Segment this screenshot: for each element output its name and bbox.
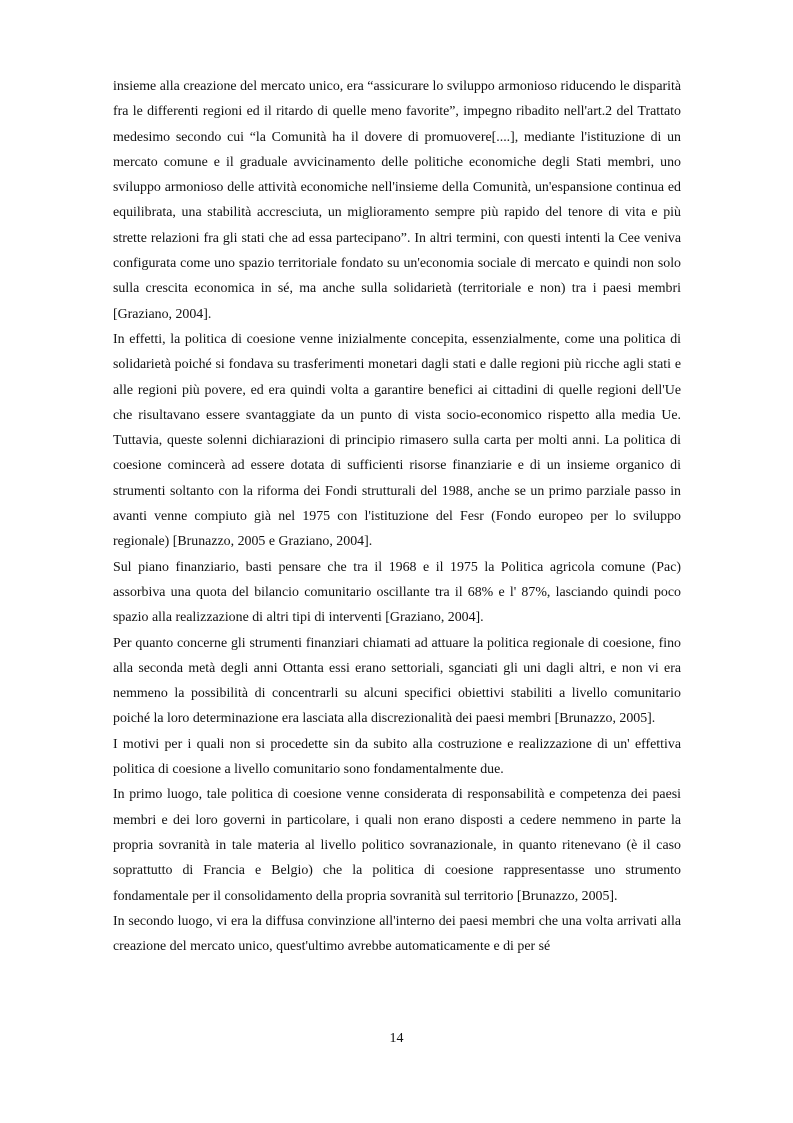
page-number: 14 [389,1031,404,1046]
paragraph-6: In primo luogo, tale politica di coesione venne considerata di responsabilità e competenza dei paesi membri e dei loro governi in particolare, i quali non erano disposti a cedere nemmeno in parte la propria sovranità in tale materia al livello politico sovranazionale, in quanto ritenevano (è il caso soprattutto di Francia e Belgio) che la politica di coesione rappresentasse uno strumento fondamentale per il consolidamento della propria sovranità sul territorio [Brunazzo, 2005]. [113,787,681,904]
paragraph-5: I motivi per i quali non si procedette sin da subito alla costruzione e realizzazione di un' effettiva politica di coesione a livello comunitario sono fondamentalmente due. [113,736,681,778]
paragraph-1: insieme alla creazione del mercato unico, era “assicurare lo sviluppo armonioso riducendo le disparità fra le differenti regioni ed il ritardo di quelle meno favorite”, impegno ribadito nell'art.2 del Trattato medesimo secondo cui “la Comunità ha il dovere di promuovere[....], mediante l'istituzione di un mercato comune e il graduale avvicinamento delle politiche economiche degli Stati membri, uno sviluppo armonioso delle attività economiche nell'insieme della Comunità, un'espansione continua ed equilibrata, una stabilità accresciuta, un miglioramento sempre più rapido del tenore di vita e più strette relazioni fra gli stati che ad essa partecipano”. In altri termini, con questi intenti la Cee veniva configurata come uno spazio territoriale fondato su un'economia sociale di mercato e quindi non solo sulla crescita economica in sé, ma anche sulla solidarietà (territoriale e non) tra i paesi membri [Graziano, 2004]. [113,79,681,322]
page-body [113,74,681,959]
paragraph-4: Per quanto concerne gli strumenti finanziari chiamati ad attuare la politica regionale di coesione, fino alla seconda metà degli anni Ottanta essi erano settoriali, sganciati gli uni dagli altri, e non vi era nemmeno la possibilità di concentrarli su alcuni specifici obiettivi stabiliti a livello comunitario poiché la loro determinazione era lasciata alla discrezionalità dei paesi membri [Brunazzo, 2005]. [113,635,681,727]
paragraph-2: In effetti, la politica di coesione venne inizialmente concepita, essenzialmente, come una politica di solidarietà poiché si fondava su trasferimenti monetari dagli stati e dalle regioni più ricche agli stati e alle regioni più povere, ed era quindi volta a garantire benefici ai cittadini di quelle regioni dell'Ue che risultavano essere svantaggiate da un punto di vista socio-economico rispetto alla media Ue. Tuttavia, queste solenni dichiarazioni di principio rimasero sulla carta per molti anni. La politica di coesione comincerà ad essere dotata di sufficienti risorse finanziarie e di un insieme organico di strumenti soltanto con la riforma dei Fondi strutturali del 1988, anche se un primo parziale passo in avanti venne compiuto già nel 1975 con l'istituzione del Fesr (Fondo europeo per lo sviluppo regionale) [Brunazzo, 2005 e Graziano, 2004]. [113,331,681,550]
paragraph-7: In secondo luogo, vi era la diffusa convinzione all'interno dei paesi membri che una volta arrivati alla creazione del mercato unico, quest'ultimo avrebbe automaticamente e di per sé [113,913,681,955]
paragraph-3: Sul piano finanziario, basti pensare che tra il 1968 e il 1975 la Politica agricola comune (Pac) assorbiva una quota del bilancio comunitario oscillante tra il 68% e l' 87%, lasciando quindi poco spazio alla realizzazione di altri tipi di interventi [Graziano, 2004]. [113,559,681,626]
